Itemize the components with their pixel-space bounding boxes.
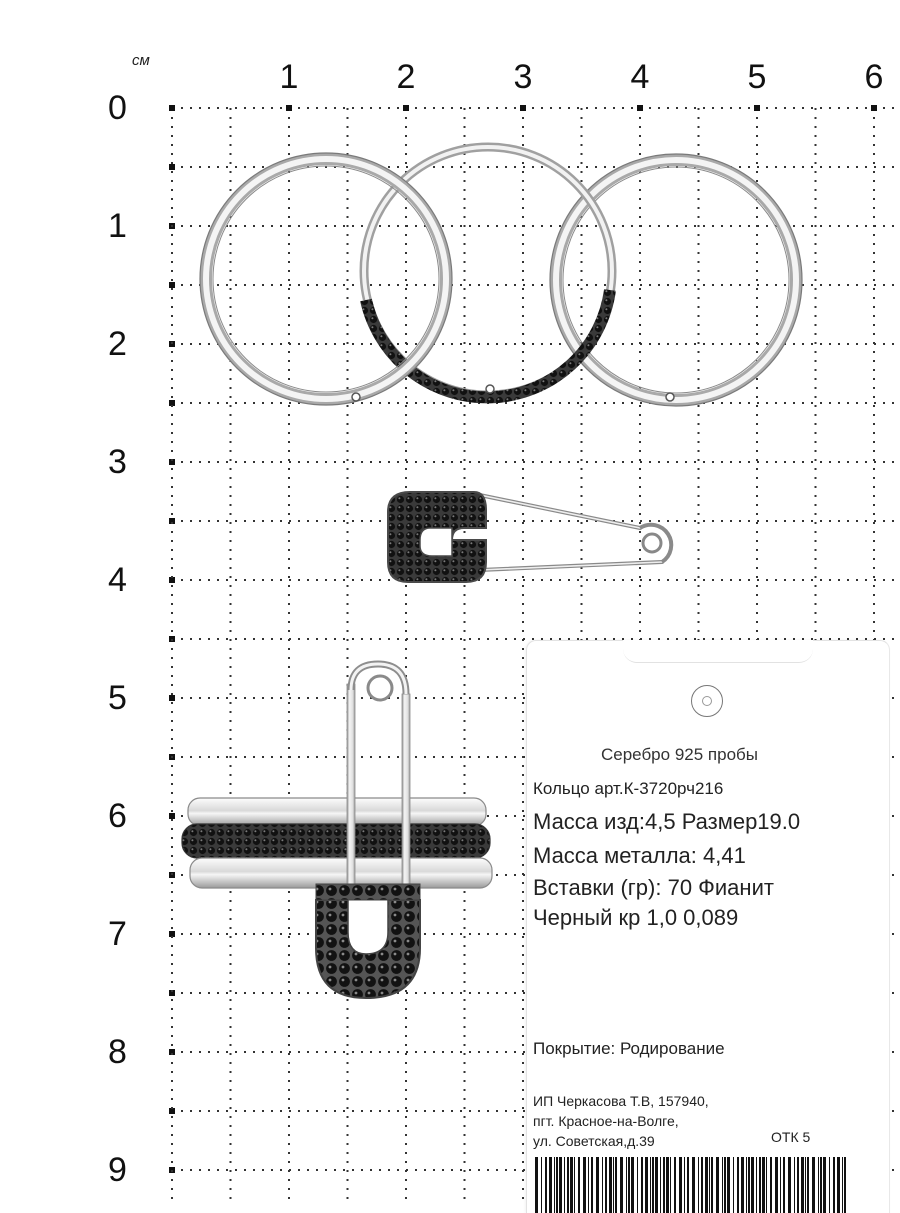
barcode-bar — [631, 1157, 634, 1213]
barcode-bar — [722, 1157, 723, 1213]
barcode-bar — [687, 1157, 689, 1213]
barcode-bar — [554, 1157, 555, 1213]
barcode-bar — [698, 1157, 699, 1213]
barcode-bar — [746, 1157, 747, 1213]
barcode-bar — [711, 1157, 713, 1213]
tag-maker-line-2: пгт. Красное-на-Волге, — [533, 1113, 679, 1129]
grid-tick-mark — [169, 105, 175, 111]
grid-tick-mark — [286, 105, 292, 111]
barcode-bar — [583, 1157, 586, 1213]
barcode-bar — [570, 1157, 573, 1213]
barcode-bar — [574, 1157, 575, 1213]
barcode-bar — [650, 1157, 651, 1213]
barcode-bar — [591, 1157, 593, 1213]
barcode-bar — [655, 1157, 658, 1213]
barcode-bar — [605, 1157, 607, 1213]
barcode-bar — [559, 1157, 562, 1213]
barcode-bar — [709, 1157, 710, 1213]
barcode-bar — [748, 1157, 750, 1213]
tag-article: Кольцо арт.К-3720рч216 — [533, 779, 724, 798]
grid-tick-mark — [169, 164, 175, 170]
barcode-bar — [759, 1157, 761, 1213]
barcode-bar — [541, 1157, 542, 1213]
barcode-bar — [535, 1157, 538, 1213]
barcode-bar — [741, 1157, 744, 1213]
ring-left — [200, 153, 452, 405]
ruler-y-label-8: 8 — [108, 1033, 127, 1071]
barcode-bar — [794, 1157, 795, 1213]
grid-tick-mark — [520, 105, 526, 111]
ruler-y-label-4: 4 — [108, 561, 127, 599]
barcode-bar — [780, 1157, 781, 1213]
barcode-bar — [701, 1157, 703, 1213]
barcode-bar — [602, 1157, 603, 1213]
barcode-bar — [670, 1157, 671, 1213]
barcode-bar — [770, 1157, 772, 1213]
tag-mass-size: Масса изд:4,5 Размер19.0 — [533, 809, 801, 834]
tag-coating: Покрытие: Родирование — [533, 1039, 725, 1058]
barcode-bar — [788, 1157, 791, 1213]
barcode-bar — [807, 1157, 809, 1213]
barcode-bar — [783, 1157, 785, 1213]
barcode-bar — [615, 1157, 617, 1213]
barcode-bar — [801, 1157, 804, 1213]
safety-pin — [388, 492, 671, 582]
tag-title: Серебро 925 пробы — [601, 745, 758, 764]
barcode-bar — [652, 1157, 654, 1213]
barcode-bar — [724, 1157, 726, 1213]
ruler-y-label-5: 5 — [108, 679, 127, 717]
barcode-bar — [829, 1157, 830, 1213]
ruler-x-label-6: 6 — [864, 58, 884, 96]
ruler-y-label-2: 2 — [108, 325, 127, 363]
grid-tick-mark — [169, 282, 175, 288]
ruler-y-label-9: 9 — [108, 1151, 127, 1189]
barcode-bar — [613, 1157, 614, 1213]
tag-black-stones: Черный кр 1,0 0,089 — [533, 905, 739, 930]
ruler-y-label-1: 1 — [108, 207, 127, 245]
barcode-bar — [564, 1157, 565, 1213]
barcode-bar — [812, 1157, 815, 1213]
barcode-bar — [737, 1157, 739, 1213]
ruler-x-label-3: 3 — [513, 58, 533, 96]
barcode-bar — [556, 1157, 558, 1213]
grid-tick-mark — [637, 105, 643, 111]
barcode-bar — [842, 1157, 843, 1213]
ruler-x-label-2: 2 — [396, 58, 416, 96]
barcode — [535, 1157, 855, 1213]
grid-tick-mark — [754, 105, 760, 111]
barcode-bar — [567, 1157, 569, 1213]
ruler-unit-label: см — [132, 52, 150, 69]
ruler-x-label-4: 4 — [630, 58, 650, 96]
barcode-bar — [751, 1157, 754, 1213]
barcode-bar — [837, 1157, 840, 1213]
barcode-bar — [820, 1157, 822, 1213]
ruler-y-label-0: 0 — [108, 89, 127, 127]
stacked-rings — [200, 147, 802, 406]
tag-otk-code: ОТК 5 — [771, 1129, 811, 1145]
barcode-bar — [762, 1157, 765, 1213]
barcode-bar — [679, 1157, 682, 1213]
barcode-bar — [674, 1157, 676, 1213]
barcode-bar — [666, 1157, 669, 1213]
tag-hole-icon — [691, 685, 723, 717]
grid-tick-mark — [403, 105, 409, 111]
barcode-bar — [797, 1157, 799, 1213]
barcode-bar — [805, 1157, 806, 1213]
barcode-bar — [588, 1157, 589, 1213]
ruler-x-label-1: 1 — [279, 58, 299, 96]
barcode-bar — [641, 1157, 643, 1213]
barcode-bar — [545, 1157, 547, 1213]
tag-maker-line-3: ул. Советская,д.39 — [533, 1133, 655, 1149]
grid-tick-mark — [169, 813, 175, 819]
barcode-bar — [609, 1157, 612, 1213]
barcode-bar — [645, 1157, 648, 1213]
barcode-bar — [775, 1157, 778, 1213]
tag-notch — [623, 640, 813, 663]
barcode-bar — [823, 1157, 826, 1213]
barcode-bar — [818, 1157, 819, 1213]
barcode-bar — [660, 1157, 661, 1213]
grid-tick-mark — [871, 105, 877, 111]
barcode-bar — [663, 1157, 665, 1213]
barcode-bar — [756, 1157, 757, 1213]
barcode-bar — [716, 1157, 719, 1213]
barcode-bar — [637, 1157, 638, 1213]
barcode-bar — [620, 1157, 623, 1213]
barcode-bar — [733, 1157, 734, 1213]
barcode-bar — [628, 1157, 630, 1213]
assembled-ring — [182, 664, 492, 998]
barcode-bar — [844, 1157, 846, 1213]
barcode-bar — [549, 1157, 552, 1213]
barcode-bar — [692, 1157, 695, 1213]
barcode-bar — [766, 1157, 767, 1213]
barcode-bar — [705, 1157, 708, 1213]
grid-tick-mark — [169, 695, 175, 701]
price-tag — [526, 640, 890, 1213]
ruler-y-label-3: 3 — [108, 443, 127, 481]
ruler-y-label-6: 6 — [108, 797, 127, 835]
barcode-bar — [833, 1157, 835, 1213]
ruler-y-label-7: 7 — [108, 915, 127, 953]
ruler-x-label-5: 5 — [747, 58, 767, 96]
barcode-bar — [596, 1157, 599, 1213]
barcode-bar — [684, 1157, 685, 1213]
tag-metal-mass: Масса металла: 4,41 — [533, 843, 746, 868]
barcode-bar — [626, 1157, 627, 1213]
barcode-bar — [727, 1157, 730, 1213]
barcode-bar — [578, 1157, 580, 1213]
tag-maker-line-1: ИП Черкасова Т.В, 157940, — [533, 1093, 709, 1109]
tag-inserts: Вставки (гр): 70 Фианит — [533, 875, 774, 900]
